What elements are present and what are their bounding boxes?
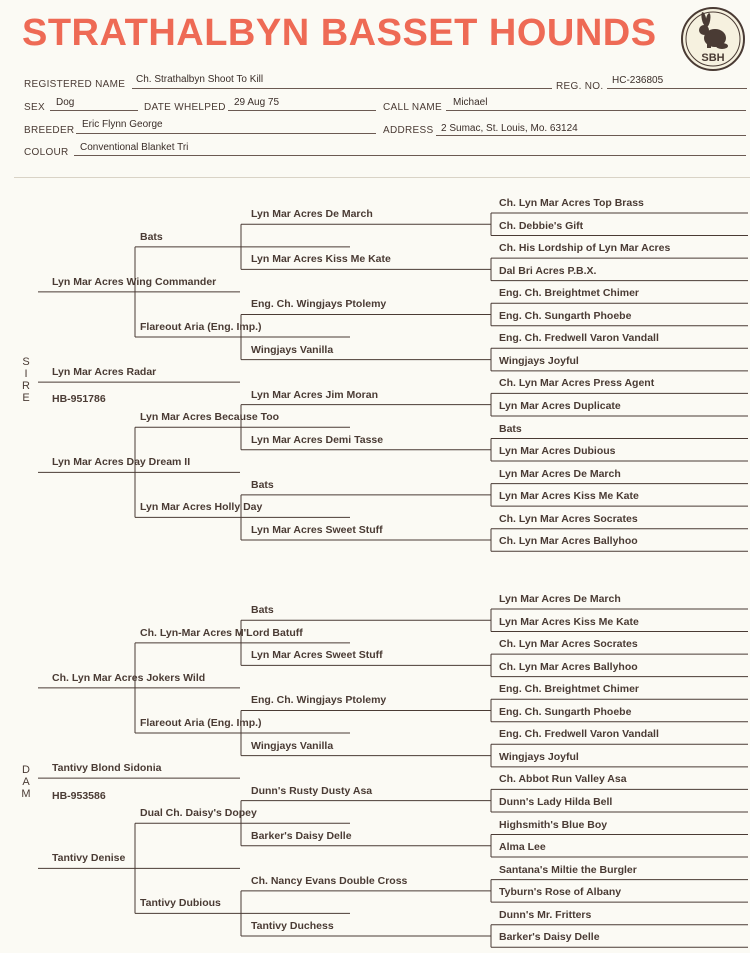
sire-dam-sire-dam-dam-name: Lyn Mar Acres Dubious	[499, 445, 616, 458]
sire-side-label: S I R E	[22, 356, 30, 404]
dam-sire-sire-sire-dam-name: Lyn Mar Acres Kiss Me Kate	[499, 615, 639, 628]
sex-value: Dog	[56, 97, 75, 108]
sire-sire-sire-sire-name: Lyn Mar Acres De March	[251, 208, 373, 221]
sire-dam-dam-name: Lyn Mar Acres Holly Day	[140, 501, 263, 514]
colour-label: COLOUR	[24, 147, 69, 158]
dam-reg-no: HB-953586	[52, 790, 106, 802]
registered-name-value: Ch. Strathalbyn Shoot To Kill	[136, 74, 264, 85]
call-name-label: CALL NAME	[383, 102, 443, 113]
dam-sire-sire-dam-dam-name: Ch. Lyn Mar Acres Ballyhoo	[499, 660, 638, 673]
dam-dam-sire-dam-dam-name: Alma Lee	[499, 841, 546, 854]
sire-sire-name: Lyn Mar Acres Wing Commander	[52, 275, 217, 288]
sex-label: SEX	[24, 102, 45, 113]
sire-sire-dam-dam-sire-name: Eng. Ch. Fredwell Varon Vandall	[499, 332, 659, 345]
sire-dam-dam-dam-name: Lyn Mar Acres Sweet Stuff	[251, 523, 383, 536]
address-value: 2 Sumac, St. Louis, Mo. 63124	[441, 123, 578, 134]
dam-dam-dam-sire-dam-name: Tyburn's Rose of Albany	[499, 886, 622, 899]
call-name-value: Michael	[453, 97, 488, 108]
dam-sire-sire-dam-name: Lyn Mar Acres Sweet Stuff	[251, 649, 383, 662]
sire-sire-dam-sire-dam-name: Eng. Ch. Sungarth Phoebe	[499, 309, 632, 322]
dam-sire-dam-dam-name: Wingjays Vanilla	[251, 739, 334, 752]
dam-dam-name: Tantivy Denise	[52, 852, 126, 865]
sire-dam-dam-sire-dam-name: Lyn Mar Acres Kiss Me Kate	[499, 490, 639, 503]
colour-value: Conventional Blanket Tri	[80, 142, 189, 153]
dam-dam-sire-name: Dual Ch. Daisy's Dopey	[140, 807, 257, 820]
sire-sire-dam-dam-dam-name: Wingjays Joyful	[499, 354, 579, 367]
dam-sire-dam-sire-name: Eng. Ch. Wingjays Ptolemy	[251, 694, 387, 707]
date-whelped-label: DATE WHELPED	[144, 102, 226, 113]
dam-dam-dam-sire-name: Ch. Nancy Evans Double Cross	[251, 874, 408, 887]
dam-sire-sire-sire-name: Bats	[251, 604, 274, 617]
sire-dam-name: Lyn Mar Acres Day Dream II	[52, 456, 191, 469]
sire-sire-sire-sire-dam-name: Ch. Debbie's Gift	[499, 219, 584, 232]
dam-dam-dam-sire-sire-name: Santana's Miltie the Burgler	[499, 863, 637, 876]
logo-text: SBH	[701, 52, 725, 64]
dam-dam-dam-dam-sire-name: Dunn's Mr. Fritters	[499, 908, 592, 921]
sire-parent-name: Lyn Mar Acres Radar	[52, 366, 157, 379]
sire-sire-dam-sire-name: Eng. Ch. Wingjays Ptolemy	[251, 298, 387, 311]
sire-dam-dam-dam-sire-name: Ch. Lyn Mar Acres Socrates	[499, 512, 638, 525]
dam-sire-dam-name: Flareout Aria (Eng. Imp.)	[140, 717, 262, 730]
sire-dam-sire-sire-sire-name: Ch. Lyn Mar Acres Press Agent	[499, 377, 655, 390]
address-label: ADDRESS	[383, 125, 434, 136]
dam-sire-dam-sire-sire-name: Eng. Ch. Breightmet Chimer	[499, 683, 640, 696]
dam-dam-sire-sire-name: Dunn's Rusty Dusty Asa	[251, 784, 373, 797]
dam-parent-name: Tantivy Blond Sidonia	[52, 762, 162, 775]
dam-dam-dam-dam-dam-name: Barker's Daisy Delle	[499, 931, 600, 944]
dam-dam-dam-dam-name: Tantivy Duchess	[251, 919, 334, 932]
sire-sire-sire-dam-dam-name: Dal Bri Acres P.B.X.	[499, 264, 597, 277]
sire-dam-sire-dam-name: Lyn Mar Acres Demi Tasse	[251, 433, 384, 446]
sire-reg-no: HB-951786	[52, 393, 106, 405]
dam-sire-dam-dam-sire-name: Eng. Ch. Fredwell Varon Vandall	[499, 728, 659, 741]
sire-dam-dam-sire-sire-name: Lyn Mar Acres De March	[499, 467, 621, 480]
breeder-value: Eric Flynn George	[82, 119, 163, 130]
sire-sire-sire-dam-sire-name: Ch. His Lordship of Lyn Mar Acres	[499, 242, 671, 255]
registered-name-label: REGISTERED NAME	[24, 79, 126, 90]
dam-side-label: D A M	[21, 764, 31, 800]
sire-sire-dam-name: Flareout Aria (Eng. Imp.)	[140, 321, 262, 334]
date-whelped-value: 29 Aug 75	[234, 97, 280, 108]
dam-dam-sire-dam-name: Barker's Daisy Delle	[251, 829, 352, 842]
sire-dam-dam-sire-name: Bats	[251, 478, 274, 491]
dam-sire-sire-dam-sire-name: Ch. Lyn Mar Acres Socrates	[499, 638, 638, 651]
dam-sire-sire-sire-sire-name: Lyn Mar Acres De March	[499, 593, 621, 605]
dam-dam-sire-sire-sire-name: Ch. Abbot Run Valley Asa	[499, 773, 627, 786]
sire-sire-sire-dam-name: Lyn Mar Acres Kiss Me Kate	[251, 253, 391, 266]
dam-sire-dam-sire-dam-name: Eng. Ch. Sungarth Phoebe	[499, 705, 632, 718]
dam-dam-dam-name: Tantivy Dubious	[140, 897, 221, 910]
dam-dam-sire-dam-sire-name: Highsmith's Blue Boy	[499, 818, 608, 831]
reg-no-value: HC-236805	[612, 75, 664, 86]
dam-sire-name: Ch. Lyn Mar Acres Jokers Wild	[52, 671, 206, 684]
sire-sire-sire-name: Bats	[140, 230, 163, 243]
sire-dam-sire-dam-sire-name: Bats	[499, 422, 522, 435]
sire-dam-dam-dam-dam-name: Ch. Lyn Mar Acres Ballyhoo	[499, 535, 638, 548]
dam-sire-sire-name: Ch. Lyn-Mar Acres M'Lord Batuff	[140, 626, 303, 639]
sire-sire-sire-sire-sire-name: Ch. Lyn Mar Acres Top Brass	[499, 197, 644, 209]
kennel-title: STRATHALBYN BASSET HOUNDS	[22, 12, 657, 54]
sire-dam-sire-sire-name: Lyn Mar Acres Jim Moran	[251, 388, 379, 401]
sire-dam-sire-sire-dam-name: Lyn Mar Acres Duplicate	[499, 399, 621, 412]
sire-dam-sire-name: Lyn Mar Acres Because Too	[140, 411, 280, 424]
sire-sire-dam-dam-name: Wingjays Vanilla	[251, 343, 334, 356]
dam-sire-dam-dam-dam-name: Wingjays Joyful	[499, 750, 579, 763]
dam-dam-sire-sire-dam-name: Dunn's Lady Hilda Bell	[499, 795, 613, 808]
reg-no-label: REG. NO.	[556, 81, 604, 92]
sire-sire-dam-sire-sire-name: Eng. Ch. Breightmet Chimer	[499, 287, 640, 300]
breeder-label: BREEDER	[24, 125, 75, 136]
